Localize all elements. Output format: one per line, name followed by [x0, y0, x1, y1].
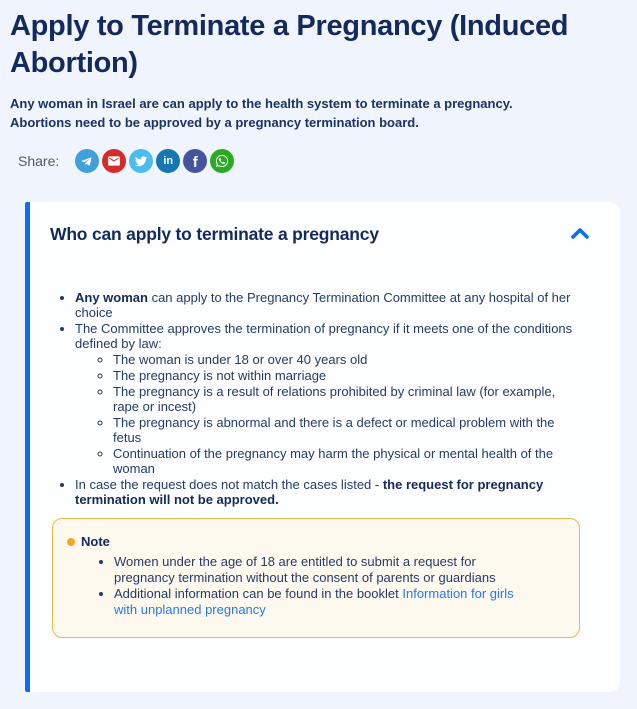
chevron-up-icon	[570, 227, 590, 243]
accordion-toggle[interactable]	[30, 202, 620, 245]
page-title: Apply to Terminate a Pregnancy (Induced Abortion)	[10, 10, 569, 79]
note-box	[52, 518, 580, 638]
share-icons	[75, 149, 234, 173]
list-item-text: In case the request does not match the cases listed -	[75, 477, 383, 492]
share-telegram-button[interactable]	[75, 149, 99, 173]
conditions-list	[75, 352, 580, 476]
note-item: • Women under the age of 18 are entitled to submit a request for pregnancy termination without the consent of parents or guardians	[114, 554, 537, 586]
list-item	[75, 477, 580, 507]
list-item-text: can apply to the Pregnancy Termination Committee at any hospital of her choice	[75, 290, 571, 320]
list-item	[75, 321, 580, 476]
list-item	[75, 290, 580, 320]
list-item-text: The Committee approves the termination of pregnancy if it meets one of the conditions defined by law:	[75, 321, 573, 351]
accordion-title: Who can apply to terminate a pregnancy	[50, 224, 379, 244]
note-title: Note	[81, 534, 110, 549]
condition-item: ◦ The woman is under 18 or over 40 years old	[113, 352, 580, 367]
facebook-icon: f	[192, 154, 198, 171]
whatsapp-icon	[215, 154, 229, 168]
note-bullet-icon	[67, 538, 75, 546]
note-list	[67, 554, 537, 618]
condition-item: ◦ The pregnancy is a result of relations prohibited by criminal law (for example, rape or incest)	[113, 384, 580, 414]
share-whatsapp-button[interactable]	[210, 149, 234, 173]
condition-item: ◦ The pregnancy is abnormal and there is a defect or medical problem with the fetus	[113, 415, 580, 445]
condition-item: ◦ Continuation of the pregnancy may harm the physical or mental health of the woman	[113, 446, 580, 476]
note-item-text: Additional information can be found in the booklet	[114, 586, 403, 601]
email-icon	[107, 154, 121, 168]
list-item-bold: Any woman	[75, 290, 148, 305]
eligibility-list	[30, 290, 580, 507]
note-header	[67, 534, 563, 549]
accordion-content	[30, 290, 620, 638]
list-item-bold: the request for pregnancy termination will not be approved.	[75, 477, 544, 507]
accordion-card	[25, 202, 620, 692]
share-label: Share:	[18, 153, 60, 169]
share-row	[18, 149, 637, 173]
share-email-button[interactable]	[102, 149, 126, 173]
booklet-link[interactable]: Information for girls with unplanned pregnancy	[114, 586, 514, 617]
condition-item: ◦ The pregnancy is not within marriage	[113, 368, 580, 383]
linkedin-icon: in	[163, 154, 174, 167]
page-subtitle: Any woman in Israel are can apply to the health system to terminate a pregnancy. Abortions need to be approved by a pregnancy termination board.	[10, 96, 513, 130]
share-twitter-button[interactable]	[129, 149, 153, 173]
telegram-icon	[80, 154, 95, 168]
share-facebook-button[interactable]	[183, 149, 207, 173]
twitter-icon	[134, 154, 148, 168]
share-linkedin-button[interactable]	[156, 149, 180, 173]
note-item	[114, 586, 537, 618]
page	[0, 8, 637, 709]
